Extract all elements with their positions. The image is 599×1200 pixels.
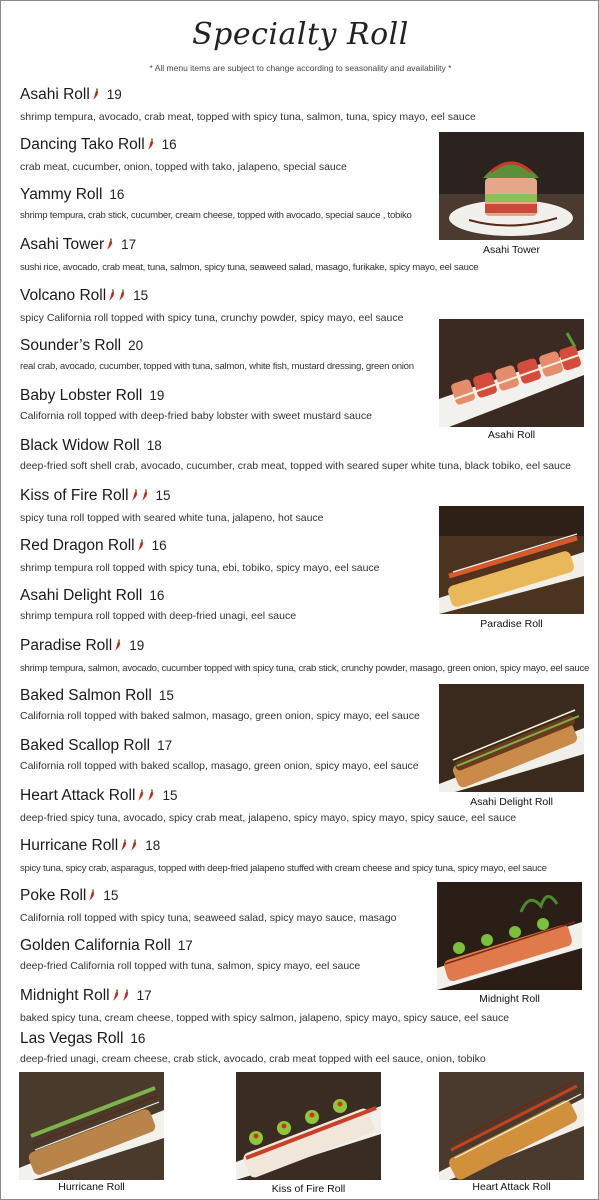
photo-caption-midnight-roll: Midnight Roll [479,993,540,1005]
menu-item-name: Dancing Tako Roll [20,136,145,153]
menu-item-description: California roll topped with baked salmon, masago, green onion, spicy mayo, eel sauce [20,710,420,722]
menu-item-name: Red Dragon Roll [20,537,135,554]
menu-item-name: Sounder’s Roll [20,337,122,354]
menu-item-heading [20,637,589,657]
menu-item-heading [20,487,324,507]
photo-caption-paradise-roll: Paradise Roll [480,618,543,630]
menu-item-name: Baby Lobster Roll [20,387,143,404]
menu-item-price: 16 [161,137,177,152]
menu-item-price: 16 [130,1031,146,1046]
menu-item-description: shrimp tempura, salmon, avocado, cucumber topped with spicy tuna, crab stick, crunchy powder, masago, green onion, spicy mayo, eel sauce [20,663,590,674]
menu-item-price: 15 [155,488,171,503]
menu-item-description: shrimp tempura roll topped with deep-fried unagi, eel sauce [20,610,297,622]
menu-item [20,1030,486,1066]
menu-item-description: spicy California roll topped with spicy tuna, crunchy powder, spicy mayo, eel sauce [20,312,404,324]
menu-item-price: 17 [121,237,137,252]
menu-item-name: Hurricane Roll [20,837,119,854]
menu-item-description: crab meat, cucumber, onion, topped with tako, jalapeno, special sauce [20,161,347,173]
menu-item [20,487,324,525]
menu-item [20,337,414,373]
menu-item-description: sushi rice, avocado, crab meat, tuna, salmon, spicy tuna, seaweed salad, masago, furikake, spicy mayo, eel sauce [20,262,479,273]
menu-item [20,437,571,473]
menu-item-heading [20,687,420,705]
menu-item-price: 19 [149,388,165,403]
menu-item-description: California roll topped with deep-fried baby lobster with sweet mustard sauce [20,410,372,422]
menu-item-price: 17 [157,738,173,753]
menu-item-price: 17 [136,988,152,1003]
menu-item [20,136,347,174]
menu-item-price: 16 [151,538,167,553]
menu-item-name: Paradise Roll [20,637,113,654]
chili-pepper-icon [107,288,116,307]
photo-midnight-roll [437,882,582,990]
menu-item-price: 17 [177,938,193,953]
menu-item [20,687,420,723]
menu-item-heading [20,837,547,857]
chili-pepper-icon [119,838,128,857]
photo-caption-asahi-roll: Asahi Roll [487,429,536,441]
menu-item-description: California roll topped with spicy tuna, seaweed salad, spicy mayo sauce, masago [20,912,397,924]
menu-item-name: Las Vegas Roll [20,1030,124,1047]
menu-item-heading [20,136,347,156]
menu-item-description: deep-fried unagi, cream cheese, crab stick, avocado, crab meat topped with eel sauce, onion, tobiko [20,1053,486,1065]
menu-item-price: 19 [106,87,122,102]
menu-item-heading [20,86,476,106]
chili-pepper-icon [146,788,155,807]
chili-pepper-icon [87,888,96,907]
photo-caption-heart-attack-roll: Heart Attack Roll [472,1181,551,1193]
photo-asahi-tower [439,132,584,240]
menu-item-price: 16 [149,588,165,603]
chili-pepper-icon [136,538,145,557]
menu-item [20,587,296,623]
menu-item-price: 15 [103,888,119,903]
menu-item-heading [20,236,478,256]
menu-item-name: Asahi Roll [20,86,90,103]
menu-item-description: baked spicy tuna, cream cheese, topped with spicy salmon, jalapeno, spicy mayo, spicy sauce, eel sauce [20,1012,510,1024]
menu-item-price: 15 [158,688,174,703]
chili-pepper-icon [136,788,145,807]
menu-item-price: 18 [145,838,161,853]
menu-item-description: deep-fried California roll topped with tuna, salmon, spicy mayo, eel sauce [20,960,361,972]
photo-caption-hurricane-roll: Hurricane Roll [58,1181,125,1193]
menu-item-name: Baked Scallop Roll [20,737,151,754]
menu-item-heading [20,287,403,307]
menu-item [20,287,403,325]
menu-item [20,837,547,875]
menu-item-name: Golden California Roll [20,937,171,954]
menu-item-name: Heart Attack Roll [20,787,136,804]
menu-item-name: Black Widow Roll [20,437,140,454]
menu-item-heading [20,337,414,355]
menu-item-description: shrimp tempura, crab stick, cucumber, cream cheese, topped with avocado, special sauce , tobiko [20,210,412,221]
menu-title: Specialty Roll [192,17,409,52]
menu-item [20,987,509,1025]
chili-pepper-icon [111,988,120,1007]
menu-item-heading [20,887,396,907]
menu-notice: * All menu items are subject to change according to seasonality and availability * [149,63,452,73]
menu-item-heading [20,1030,486,1048]
menu-item-price: 15 [133,288,149,303]
menu-item-price: 20 [128,338,144,353]
menu-item-name: Yammy Roll [20,186,103,203]
menu-item-name: Asahi Delight Roll [20,587,143,604]
menu-item [20,887,396,925]
menu-item-description: shrimp tempura roll topped with spicy tuna, ebi, tobiko, spicy mayo, eel sauce [20,562,380,574]
photo-caption-kiss-of-fire-roll: Kiss of Fire Roll [271,1183,346,1195]
menu-item [20,186,412,222]
photo-caption-asahi-delight-roll: Asahi Delight Roll [470,796,553,808]
menu-item-description: shrimp tempura, avocado, crab meat, topped with spicy tuna, salmon, tuna, spicy mayo, eel sauce [20,111,476,123]
chili-pepper-icon [130,488,139,507]
menu-item-heading [20,587,296,605]
chili-pepper-icon [121,988,130,1007]
menu-item-name: Volcano Roll [20,287,107,304]
menu-item [20,637,589,675]
menu-item [20,937,360,973]
chili-pepper-icon [146,137,155,156]
menu-item-name: Poke Roll [20,887,87,904]
photo-hurricane-roll [19,1072,164,1180]
menu-item-heading [20,387,372,405]
chili-pepper-icon [105,237,114,256]
photo-asahi-roll [439,319,584,427]
chili-pepper-icon [113,638,122,657]
photo-heart-attack-roll [439,1072,584,1180]
menu-item-price: 19 [129,638,145,653]
chili-pepper-icon [129,838,138,857]
chili-pepper-icon [140,488,149,507]
menu-item-name: Midnight Roll [20,987,110,1004]
photo-paradise-roll [439,506,584,614]
menu-item-heading [20,186,412,204]
menu-item [20,86,476,124]
chili-pepper-icon [91,87,100,106]
menu-item-description: spicy tuna, spicy crab, asparagus, topped with deep-fried jalapeno stuffed with cream cheese and spicy tuna, spicy mayo, eel sauce [20,863,547,874]
photo-caption-asahi-tower: Asahi Tower [482,244,540,256]
menu-item-price: 15 [162,788,178,803]
menu-item-heading [20,537,380,557]
menu-item [20,236,478,274]
menu-item-description: deep-fried spicy tuna, avocado, spicy crab meat, jalapeno, spicy mayo, spicy mayo, spicy sauce, eel sauce [20,812,517,824]
photo-kiss-of-fire-roll [236,1072,381,1180]
chili-pepper-icon [117,288,126,307]
menu-item-price: 18 [146,438,162,453]
menu-item-description: deep-fried soft shell crab, avocado, cucumber, crab meat, topped with seared super white tuna, black tobiko, eel sauce [20,460,571,472]
menu-item [20,537,380,575]
menu-item-heading [20,987,509,1007]
menu-item [20,737,419,773]
menu-item-description: California roll topped with baked scallop, masago, green onion, spicy mayo, eel sauce [20,760,419,772]
menu-item-name: Kiss of Fire Roll [20,487,129,504]
menu-item-description: spicy tuna roll topped with seared white tuna, jalapeno, hot sauce [20,512,324,524]
photo-asahi-delight-roll [439,684,584,792]
menu-item-heading [20,737,419,755]
menu-item [20,387,372,423]
menu-item-description: real crab, avocado, cucumber, topped with tuna, salmon, white fish, mustard dressing, green onion [20,361,414,372]
menu-item-heading [20,937,360,955]
menu-item-name: Asahi Tower [20,236,105,253]
menu-item-price: 16 [109,187,125,202]
menu-item-name: Baked Salmon Roll [20,687,152,704]
